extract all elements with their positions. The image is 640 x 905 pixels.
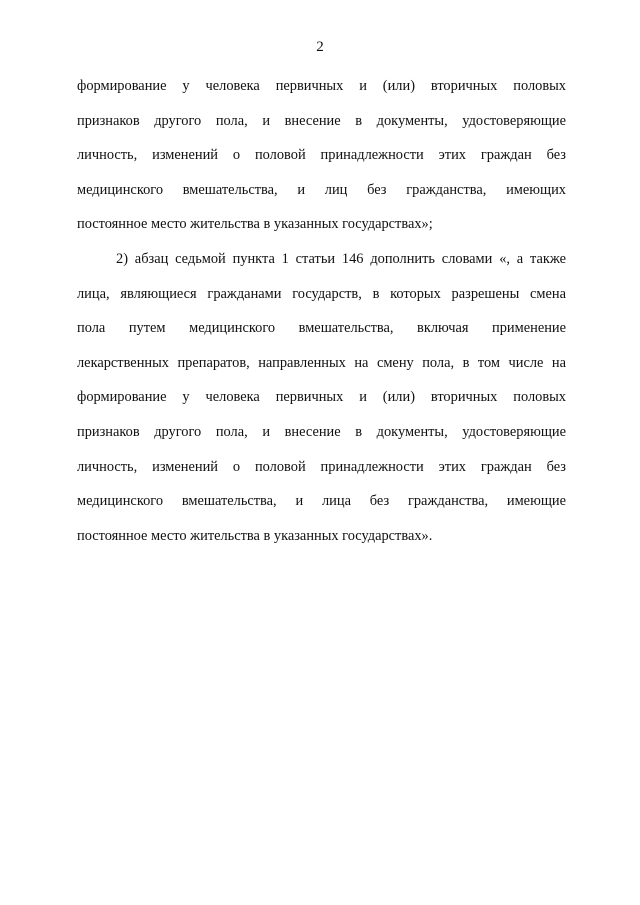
text-line: лекарственных препаратов, направленных на смену пола, в том числе на [77, 354, 566, 371]
document-body [77, 76, 566, 560]
text-line: личность, изменений о половой принадлежности этих граждан без [77, 458, 566, 475]
text-line: формирование у человека первичных и (или) вторичных половых [77, 78, 566, 94]
text-line: медицинского вмешательства, и лиц без гражданства, имеющих [77, 181, 566, 198]
text-line: признаков другого пола, и внесение в документы, удостоверяющие [77, 423, 566, 440]
text-line: пола путем медицинского вмешательства, включая применение [77, 320, 566, 337]
text-line: признаков другого пола, и внесение в документы, удостоверяющие [77, 112, 566, 129]
text-line: формирование у человека первичных и (или) вторичных половых [77, 389, 566, 406]
text-line: личность, изменений о половой принадлежности этих граждан без [77, 147, 566, 164]
text-line: постоянное место жительства в указанных государствах»; [77, 216, 433, 233]
text-line: постоянное место жительства в указанных государствах». [77, 527, 433, 544]
text-line: медицинского вмешательства, и лица без гражданства, имеющие [77, 493, 566, 510]
text-line: 2) абзац седьмой пункта 1 статьи 146 дополнить словами «, а также [116, 250, 566, 267]
text-line: лица, являющиеся гражданами государств, в которых разрешены смена [77, 285, 566, 302]
page-number: 2 [316, 39, 324, 55]
